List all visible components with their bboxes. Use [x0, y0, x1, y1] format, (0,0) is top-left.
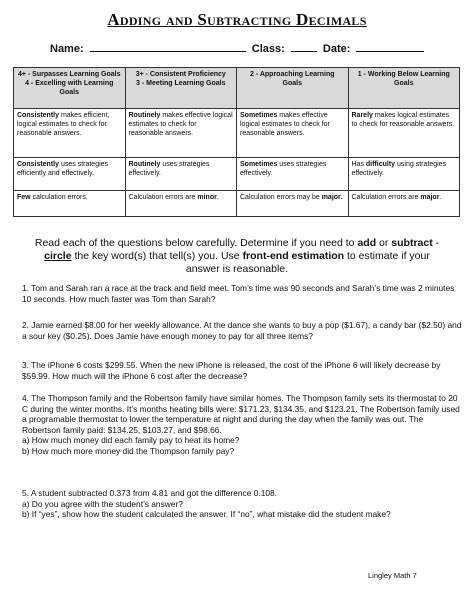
rubric-header-level-1 [348, 68, 460, 109]
instructions-text: - [432, 237, 440, 249]
rubric-cell [348, 109, 460, 158]
rubric-cell [125, 191, 237, 217]
rubric-cell-keyword: Few [17, 194, 31, 201]
rubric-cell-text: uses strategies efficiently and effectively. [17, 161, 109, 177]
rubric-cell-text: . [216, 194, 219, 201]
rubric-header-text: 1 - Working Below Learning Goals [357, 71, 450, 87]
rubric-cell-keyword: major [321, 194, 341, 201]
question-part-a: a) How much money did each family pay to heat its home? [22, 435, 240, 445]
question-part-b: b) If “yes”, show how the student calculated the answer. If “no”, what mistake did the student make? [22, 509, 391, 519]
rubric-cell [14, 191, 126, 217]
name-label: Name: [50, 43, 84, 55]
rubric-header-text: 4+ - Surpasses Learning Goals [17, 71, 121, 78]
rubric-cell [348, 191, 460, 217]
question-text: 1. Tom and Sarah ran a race at the track and field meet. Tom’s time was 90 seconds and Sarah’s time was 2 minutes 10 seconds. How much faster was Tom than Sarah? [22, 283, 455, 304]
question-1 [22, 283, 462, 304]
rubric-cell [237, 109, 349, 158]
class-field[interactable] [291, 41, 317, 52]
keyword-add: add [357, 237, 377, 249]
rubric-cell-keyword: Sometimes [240, 112, 278, 119]
rubric-cell-text: Calculation errors are [128, 194, 198, 201]
question-text: 5. A student subtracted 0.373 from 4.81 and got the difference 0.108. [22, 488, 277, 498]
date-field[interactable] [356, 41, 424, 52]
keyword-front-end-estimation: front-end estimation [242, 250, 345, 262]
question-text: 4. The Thompson family and the Robertson family have similar homes. The Thompson family sets its thermostat to 20 C during the winter months. It’s months heating bills were: $171.23, $134.35, and $123.21. The Robertson family used a programable thermostat to lower the temperature at night and during the day when the family was out. The Robertson family paid: $134.25, $103.27, and $98.66. [22, 393, 460, 435]
instructions-text: the key word(s) that tell(s) you. Use [71, 250, 243, 262]
keyword-subtract: subtract [391, 237, 433, 249]
header-fields [50, 41, 427, 55]
rubric-cell-keyword: Rarely [351, 112, 373, 119]
rubric-cell-text: using strategies effectively. [351, 161, 447, 177]
rubric-cell-text: makes effective logical estimates to check for reasonable answers. [240, 112, 330, 137]
rubric-cell-keyword: Consistently [17, 161, 60, 168]
rubric-cell [14, 109, 126, 158]
rubric-header-text: 2 - Approaching Learning Goals [249, 71, 335, 87]
question-part-a: a) Do you agree with the student’s answer? [22, 498, 183, 509]
instructions [28, 237, 446, 276]
rubric-cell-keyword: Routinely [128, 112, 161, 119]
rubric-cell-text: makes logical estimates to check for reasonable answers. [351, 112, 455, 128]
rubric-cell [237, 191, 349, 217]
rubric-cell-text: uses strategies effectively. [240, 161, 327, 177]
rubric-row-strategies [14, 158, 460, 191]
page-title: Adding and Subtracting Decimals [107, 10, 367, 29]
rubric-cell-keyword: Routinely [128, 161, 161, 168]
rubric-header-text: 3 - Meeting Learning Goals [136, 80, 226, 87]
rubric-cell-keyword: Consistently [17, 112, 60, 119]
date-label: Date: [322, 43, 351, 55]
rubric-cell-text: makes effective logical estimates to check for reasonable answers. [128, 112, 233, 137]
keyword-circle: circle [44, 250, 72, 262]
rubric-cell-keyword: minor [197, 194, 217, 201]
question-text: 2. Jamie earned $8.00 for her weekly allowance. At the dance she wants to buy a pop ($1.67), a candy bar ($2.50) and a sour key ($0.25). Does Jamie have enough money to pay for all three items? [22, 320, 462, 341]
rubric-header-text: 3+ - Consistent Proficiency [135, 71, 226, 78]
rubric-cell [14, 158, 126, 191]
rubric-row-estimates [14, 109, 460, 158]
instructions-text: to estimate if your answer is reasonable. [185, 250, 430, 275]
instructions-text: Read each of the questions below carefully. Determine if you need to [34, 237, 358, 249]
rubric-cell [237, 158, 349, 191]
rubric-header-level-4 [14, 68, 126, 109]
rubric-cell [348, 158, 460, 191]
rubric-cell-text: Calculation errors may be [240, 194, 322, 201]
question-3 [22, 360, 462, 381]
rubric-header-level-2 [237, 68, 349, 109]
rubric-cell-keyword: difficulty [365, 161, 396, 168]
class-label: Class: [251, 43, 285, 55]
question-4 [22, 393, 462, 456]
rubric-cell-text: calculation errors. [30, 194, 88, 201]
question-text: 3. The iPhone 6 costs $299.55. When the new iPhone is released, the cost of the iPhone 6 will likely decrease by $59.99. How much will the iPhone 6 cost after the decrease? [22, 360, 441, 381]
rubric-row-errors [14, 191, 460, 217]
rubric-cell-text: uses strategies effectively. [128, 161, 210, 177]
rubric-cell-text: Has [351, 161, 366, 168]
rubric-cell-keyword: Sometimes [240, 161, 278, 168]
question-5 [22, 488, 462, 520]
footer-credit: Lingley Math 7 [368, 571, 417, 580]
rubric-header-text: 4 - Excelling with Learning Goals [25, 80, 114, 96]
rubric-cell-text: . [439, 194, 442, 201]
question-part-b: b) How much more money did the Thompson family pay? [22, 445, 235, 456]
rubric-header-level-3 [125, 68, 237, 109]
rubric-cell-text: . [340, 194, 343, 201]
rubric-cell-keyword: major [420, 194, 440, 201]
rubric-cell [125, 158, 237, 191]
question-2 [22, 320, 462, 341]
rubric-table [13, 67, 460, 217]
instructions-text: or [376, 237, 392, 249]
name-field[interactable] [90, 41, 246, 52]
rubric-cell [125, 109, 237, 158]
rubric-header-row [14, 68, 460, 109]
rubric-cell-text: Calculation errors are [351, 194, 421, 201]
rubric-cell-text: makes efficient, logical estimates to check for reasonable answers. [17, 112, 110, 137]
